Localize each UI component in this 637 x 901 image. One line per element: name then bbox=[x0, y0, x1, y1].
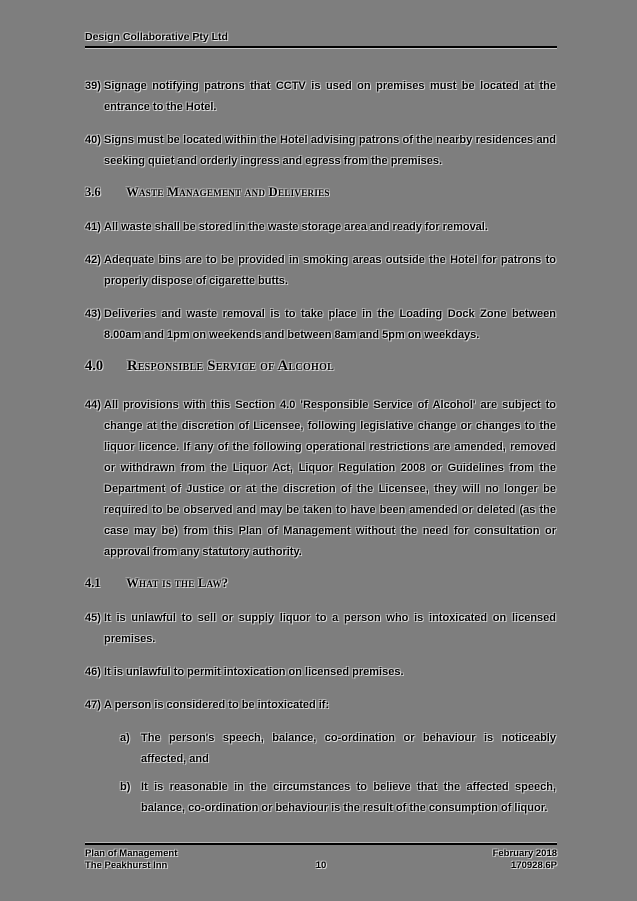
footer-venue: The Peakhurst Inn bbox=[85, 860, 168, 871]
footer-reference: 170928.6P bbox=[511, 860, 558, 871]
clause-number: 45) bbox=[85, 612, 101, 624]
section-heading-3-6 bbox=[85, 184, 556, 200]
clause-text: Signs must be located within the Hotel advising patrons of the nearby residences and seeking quiet and orderly ingress and egress from the premises. bbox=[104, 134, 556, 167]
clause-text: All provisions with this Section 4.0 'Responsible Service of Alcohol' are subject to change at the discretion of Licensee, following legislative change or changes to the liquor licence. If any of the following operational restrictions are amended, removed or withdrawn from the Liquor Act, Liquor Regulation 2008 or Guidelines from the Department of Justice or at the discretion of the Licensee, they will no longer be required to be observed and may be taken to have been amended or deleted (as the case may be) from this Plan of Management without the need for consultation or approval from any statutory authority. bbox=[104, 399, 556, 558]
clause-number: 39) bbox=[85, 80, 101, 92]
subclause-letter: a) bbox=[120, 732, 130, 744]
section-title: Waste Management and Deliveries bbox=[126, 185, 330, 199]
clause-number: 41) bbox=[85, 221, 101, 233]
clause-text: It is unlawful to sell or supply liquor to a person who is intoxicated on licensed premises. bbox=[104, 612, 556, 645]
subclause-letter: b) bbox=[120, 781, 131, 793]
section-heading-4-1 bbox=[85, 575, 556, 591]
clause-42 bbox=[85, 250, 556, 292]
footer-date: February 2018 bbox=[492, 848, 558, 859]
clause-46 bbox=[85, 662, 556, 683]
subclause-b bbox=[120, 777, 556, 819]
clause-text: Deliveries and waste removal is to take place in the Loading Dock Zone between 8.00am and 1pm on weekends and between 8am and 5pm on weekdays. bbox=[104, 308, 556, 341]
section-number: 3.6 bbox=[85, 185, 101, 199]
footer-page-number: 10 bbox=[315, 860, 327, 871]
clause-number: 46) bbox=[85, 666, 101, 678]
subclause-text: It is reasonable in the circumstances to believe that the affected speech, balance, co-ordination or behaviour is the result of the consumption of liquor. bbox=[141, 781, 556, 814]
section-number: 4.1 bbox=[85, 576, 101, 590]
clause-text: Signage notifying patrons that CCTV is used on premises must be located at the entrance to the Hotel. bbox=[104, 80, 556, 113]
clause-43 bbox=[85, 304, 556, 346]
footer-right bbox=[326, 848, 557, 872]
clause-text: It is unlawful to permit intoxication on licensed premises. bbox=[104, 666, 404, 678]
clause-text: A person is considered to be intoxicated if: bbox=[104, 699, 330, 711]
header-company-name: Design Collaborative Pty Ltd bbox=[85, 31, 228, 43]
clause-41 bbox=[85, 217, 556, 238]
page-footer bbox=[85, 843, 557, 872]
subclause-a bbox=[120, 728, 556, 770]
page-header bbox=[85, 31, 557, 48]
document-body bbox=[85, 76, 556, 826]
clause-45 bbox=[85, 608, 556, 650]
section-number: 4.0 bbox=[85, 358, 104, 374]
clause-number: 40) bbox=[85, 134, 101, 146]
section-title: What is the Law? bbox=[126, 576, 229, 590]
clause-number: 43) bbox=[85, 308, 101, 320]
clause-40 bbox=[85, 130, 556, 172]
subclause-text: The person's speech, balance, co-ordination or behaviour is noticeably affected, and bbox=[141, 732, 556, 765]
clause-number: 44) bbox=[85, 399, 101, 411]
section-heading-4-0 bbox=[85, 358, 556, 374]
clause-39 bbox=[85, 76, 556, 118]
clause-text: All waste shall be stored in the waste storage area and ready for removal. bbox=[104, 221, 488, 233]
clause-text: Adequate bins are to be provided in smoking areas outside the Hotel for patrons to properly dispose of cigarette butts. bbox=[104, 254, 556, 287]
section-title: Responsible Service of Alcohol bbox=[126, 358, 335, 374]
clause-number: 42) bbox=[85, 254, 101, 266]
clause-number: 47) bbox=[85, 699, 101, 711]
clause-44 bbox=[85, 395, 556, 563]
clause-47 bbox=[85, 695, 556, 716]
footer-doc-title: Plan of Management bbox=[85, 848, 178, 859]
footer-left bbox=[85, 848, 316, 872]
